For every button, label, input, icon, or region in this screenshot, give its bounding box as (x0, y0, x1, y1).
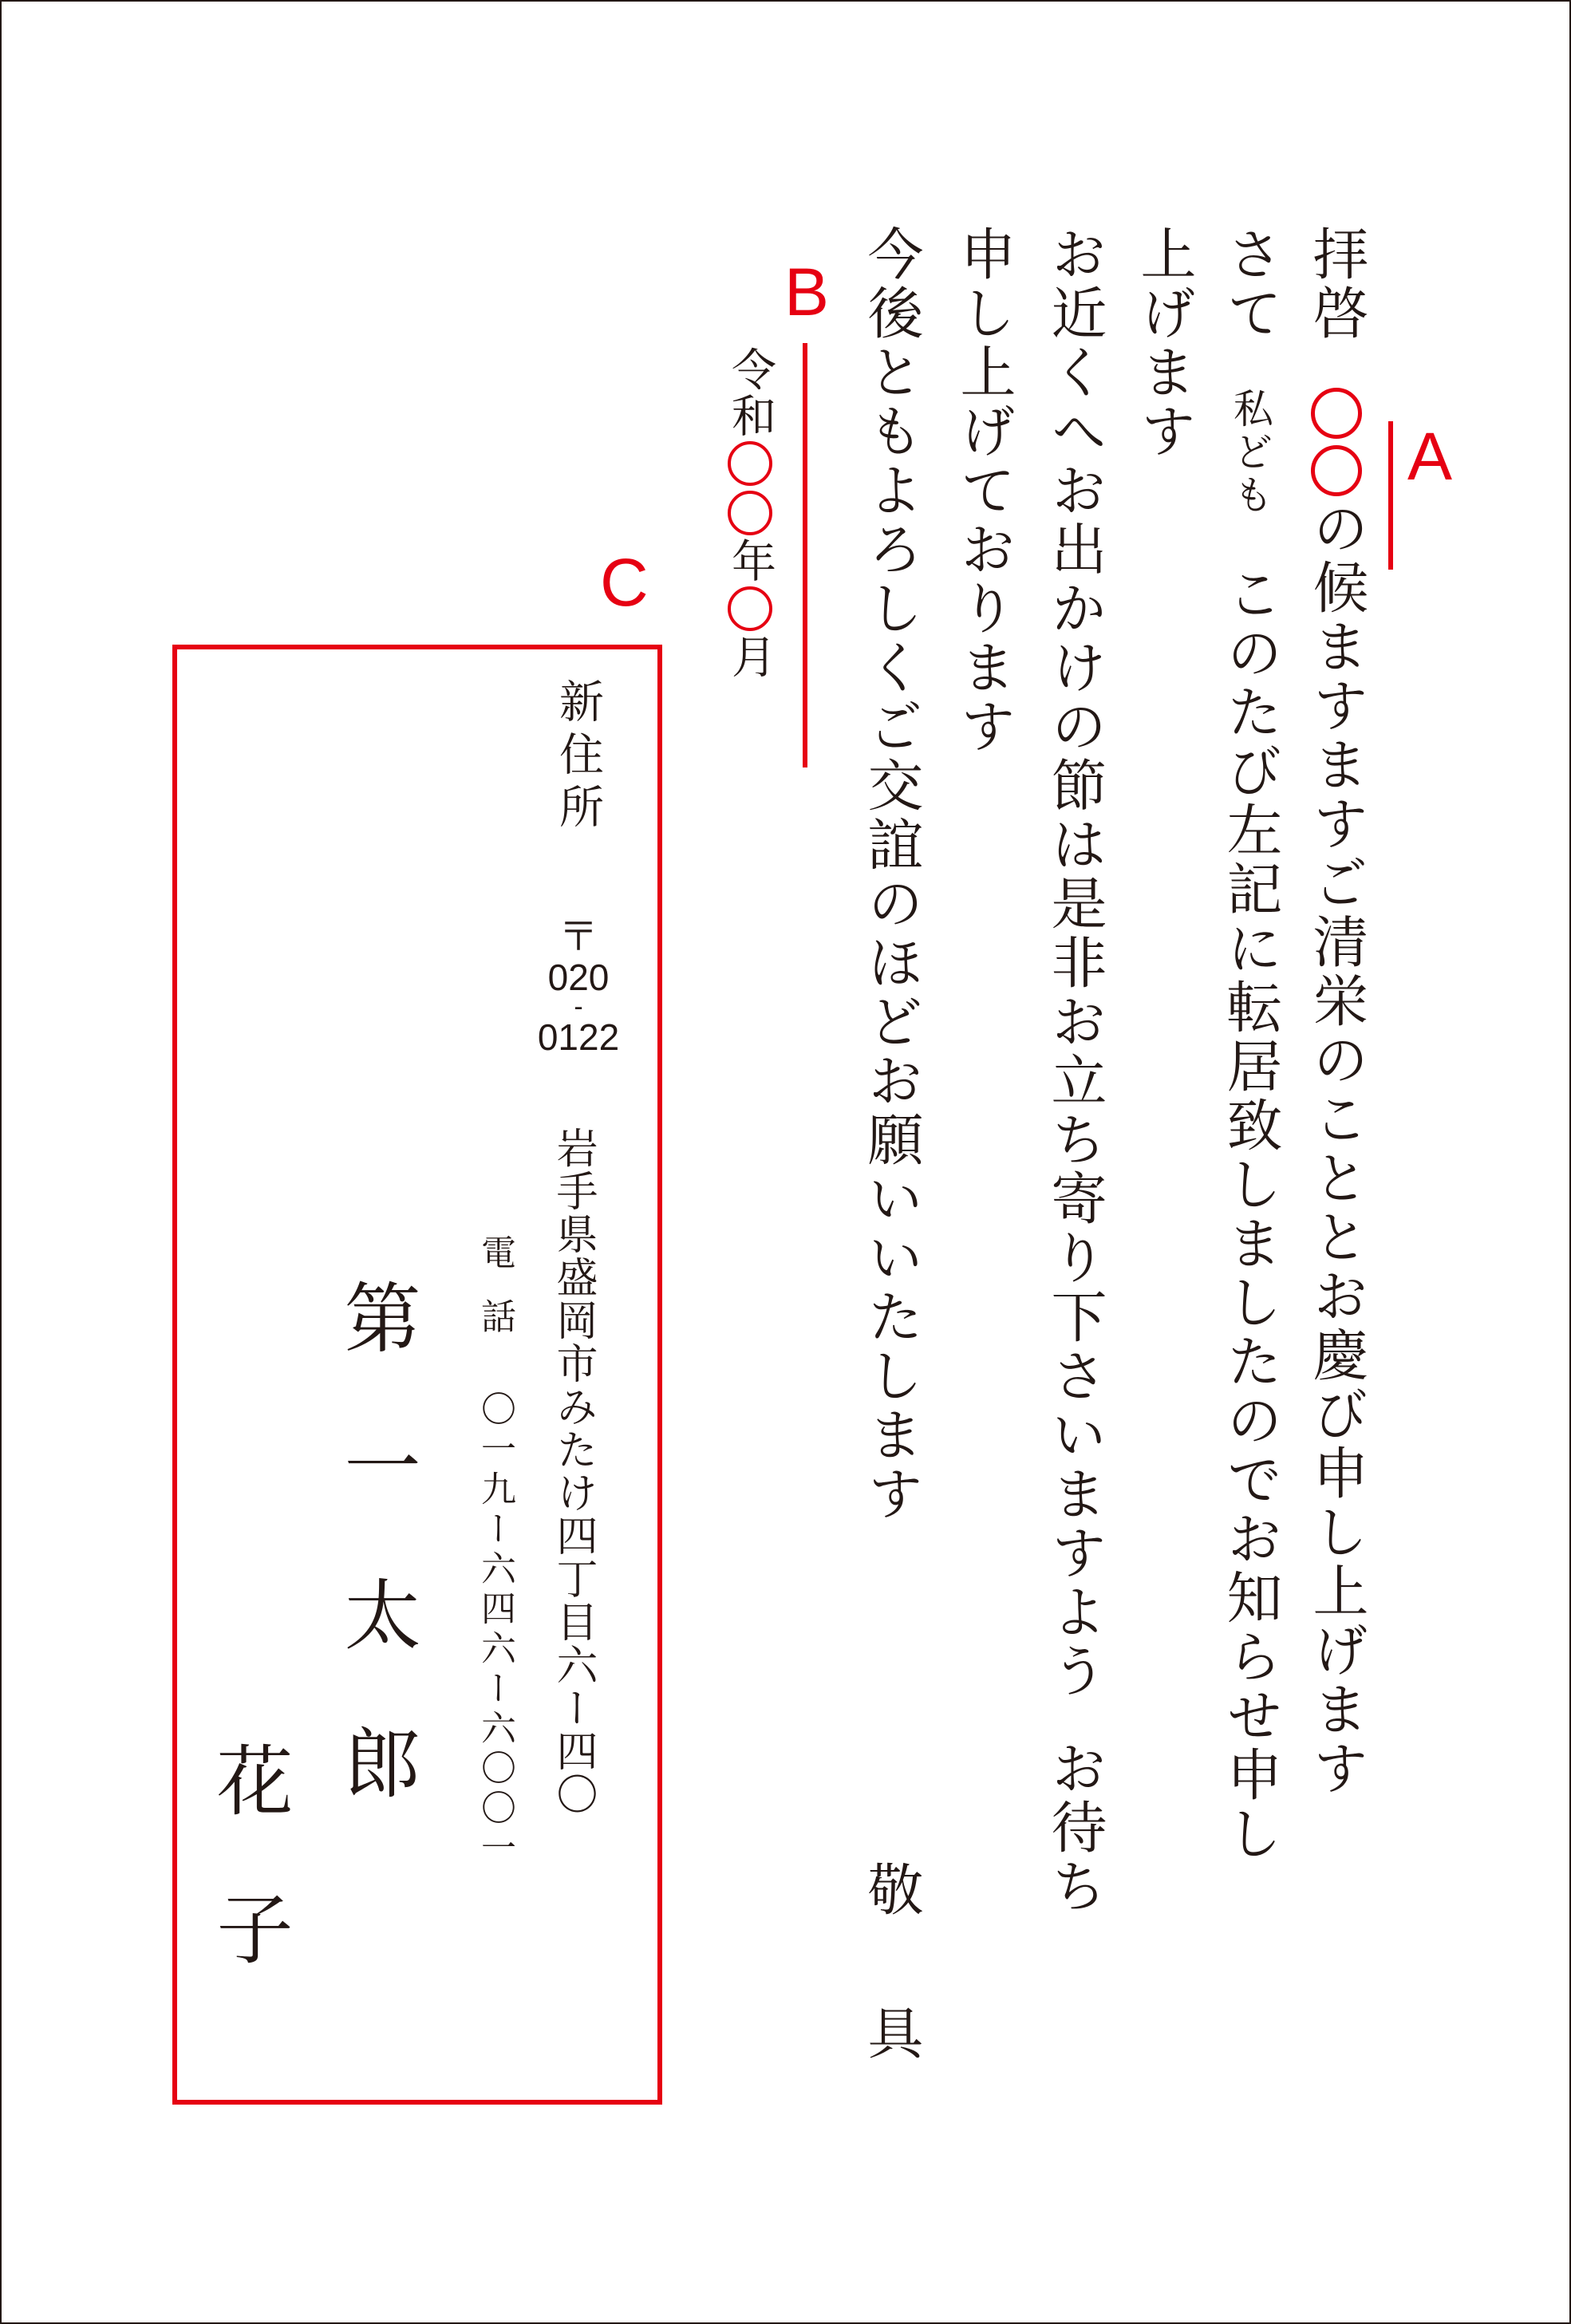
letter-line-4-b: お待ち (1042, 1739, 1107, 1916)
date-year-suffix: 年 (724, 538, 776, 584)
letter-line-2 (1218, 225, 1283, 1864)
closing-text: 敬具 (859, 1860, 924, 2148)
closing-word (859, 1860, 924, 2148)
letter-line-4 (1042, 225, 1107, 1916)
new-address-label (552, 678, 604, 836)
postal-mark: 〒 (559, 913, 598, 960)
sender-name-2 (204, 1741, 294, 2038)
letter-line-2-a: さて (1218, 225, 1283, 343)
year-placeholder-mark (728, 491, 772, 535)
address-line (549, 1126, 597, 1816)
callout-b-label: B (784, 254, 830, 329)
postal-code (528, 913, 629, 1058)
season-placeholder-mark (1311, 445, 1362, 496)
letter-line-6 (859, 225, 924, 1524)
date-era: 令和 (724, 346, 776, 439)
postal-second: 0122 (537, 1016, 620, 1058)
sender-name-2-text: 花子 (204, 1741, 294, 2038)
season-placeholder-mark (1311, 388, 1362, 439)
postal-first: 020 (547, 956, 610, 998)
phone-label: 電話 (475, 1234, 515, 1362)
letter-line-5-text: 申し上げております (951, 225, 1016, 756)
date-line (724, 346, 776, 680)
letter-line-6-text: 今後ともよろしくご交誼のほどお願いいたします (859, 225, 924, 1524)
letter-line-5 (951, 225, 1016, 756)
letter-line-2-c: このたび左記に転居致しましたのでお知らせ申し (1218, 565, 1283, 1864)
letter-line-2-b: 私ども (1227, 388, 1273, 517)
letter-line-4-a: お近くへお出かけの節は是非お立ち寄り下さいますよう (1042, 225, 1107, 1701)
phone-number: 〇一九ー六四六ー六〇〇一 (475, 1391, 515, 1869)
address-text: 岩手県盛岡市みたけ四丁目六ー四〇 (549, 1126, 597, 1816)
season-greeting: の候ますますご清栄のこととお慶び申し上げます (1304, 499, 1369, 1798)
postal-dash: - (574, 991, 583, 1022)
sender-name-1 (332, 1278, 421, 1872)
letter-line-3-text: 上げます (1131, 225, 1197, 461)
date-month-suffix: 月 (724, 633, 776, 680)
phone-line (475, 1234, 515, 1869)
year-placeholder-mark (728, 441, 772, 486)
callout-a-label: A (1407, 419, 1453, 494)
month-placeholder-mark (728, 586, 772, 631)
callout-a-line (1388, 421, 1393, 570)
letter-line-1 (1304, 225, 1369, 1798)
opening-word: 拝啓 (1304, 225, 1369, 343)
letter-line-3 (1131, 225, 1197, 461)
sender-name-1-text: 第一太郎 (332, 1278, 421, 1872)
callout-c-label: C (600, 545, 649, 620)
callout-b-line (803, 343, 807, 767)
new-address-label-text: 新住所 (552, 678, 604, 836)
